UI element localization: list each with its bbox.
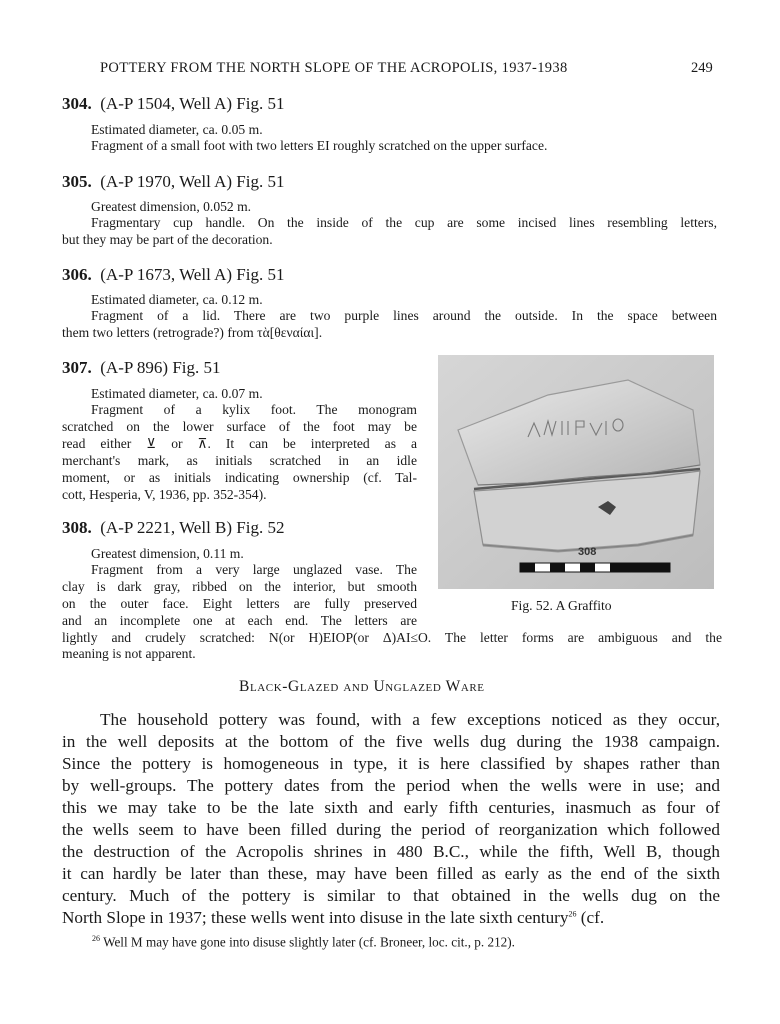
entry-308-line-5: and an incomplete one at each end. The letters are	[62, 613, 417, 628]
body-line-5: this we may take to be the late sixth and early fifth centuries, inasmuch as four of	[62, 798, 720, 817]
entry-307-line-5: merchant's mark, as initials scratched in an idle	[62, 453, 417, 468]
entry-307-title	[62, 358, 221, 378]
entry-307-line-6: moment, or as initials indicating ownership (cf. Tal-	[62, 470, 417, 485]
entry-306-title	[62, 265, 284, 285]
entry-reference: (A-P 1504, Well A) Fig. 51	[100, 94, 285, 113]
page-number: 249	[691, 60, 713, 76]
entry-305-title	[62, 172, 284, 192]
entry-reference: (A-P 1970, Well A) Fig. 51	[100, 172, 285, 191]
entry-305-line-3: but they may be part of the decoration.	[62, 232, 273, 247]
body-line-6: the wells seem to have been filled during the period of reorganization which followed	[62, 820, 720, 839]
entry-number: 304.	[62, 94, 92, 113]
footnote-reference[interactable]: 26	[568, 909, 577, 919]
figure-52-photo	[438, 355, 714, 589]
entry-304-line-1: Estimated diameter, ca. 0.05 m.	[91, 122, 263, 137]
body-line-10-end: (cf.	[580, 908, 605, 927]
entry-307-line-1: Estimated diameter, ca. 0.07 m.	[91, 386, 263, 401]
figure-caption: Fig. 52. A Graffito	[511, 598, 612, 613]
running-title: POTTERY FROM THE NORTH SLOPE OF THE ACROPOLIS, 1937-1938	[100, 60, 568, 76]
entry-number: 307.	[62, 358, 92, 377]
entry-308-line-2: Fragment from a very large unglazed vase. The	[91, 562, 417, 577]
entry-number: 305.	[62, 172, 92, 191]
body-line-1: The household pottery was found, with a few exceptions noticed as they occur,	[100, 710, 720, 729]
entry-306-line-1: Estimated diameter, ca. 0.12 m.	[91, 292, 263, 307]
body-line-3: Since the pottery is homogeneous in type, it is here classified by shapes rather than	[62, 754, 720, 773]
body-line-4: by well-groups. The pottery dates from the period when the wells were in use; and	[62, 776, 720, 795]
entry-308-line-1: Greatest dimension, 0.11 m.	[91, 546, 244, 561]
body-line-8: it can hardly be later than these, may have been filled as early as the end of the sixth	[62, 864, 720, 883]
entry-304-line-2: Fragment of a small foot with two letters EI roughly scratched on the upper surface.	[91, 138, 548, 153]
entry-308-line-7: meaning is not apparent.	[62, 646, 196, 661]
body-line-10-text: North Slope in 1937; these wells went into disuse in the late sixth century	[62, 908, 569, 927]
entry-306-line-3: them two letters (retrograde?) from τὰ[θεναίαι].	[62, 325, 323, 340]
section-heading: Black-Glazed and Unglazed Ware	[239, 678, 485, 695]
entry-304-title	[62, 94, 284, 114]
entry-number: 308.	[62, 518, 92, 537]
entry-307-line-4: read either ⊻ or ⊼. It can be interpreted as a	[62, 436, 417, 451]
entry-number: 306.	[62, 265, 92, 284]
entry-308-line-6: lightly and crudely scratched: N(or H)EIOP(or Δ)AI≤O. The letter forms are ambiguous and the	[62, 630, 722, 645]
footnote	[92, 934, 515, 950]
entry-307-line-3: scratched on the lower surface of the foot may be	[62, 419, 417, 434]
entry-reference: (A-P 896) Fig. 51	[100, 358, 221, 377]
entry-307-line-2: Fragment of a kylix foot. The monogram	[91, 402, 417, 417]
entry-305-line-1: Greatest dimension, 0.052 m.	[91, 199, 252, 214]
entry-308-line-3: clay is dark gray, ribbed on the interior, but smooth	[62, 579, 417, 594]
body-line-9: century. Much of the pottery is similar to that obtained in the wells dug on the	[62, 886, 720, 905]
entry-reference: (A-P 1673, Well A) Fig. 51	[100, 265, 285, 284]
entry-reference: (A-P 2221, Well B) Fig. 52	[100, 518, 285, 537]
sherd-illustration	[438, 355, 714, 589]
body-line-10	[62, 908, 604, 928]
entry-307-line-7: cott, Hesperia, V, 1936, pp. 352-354).	[62, 487, 267, 502]
footnote-marker: 26	[92, 934, 100, 943]
body-line-2: in the well deposits at the bottom of the five wells dug during the 1938 campaign.	[62, 732, 720, 751]
entry-305-line-2: Fragmentary cup handle. On the inside of the cup are some incised lines resembling letters,	[91, 215, 717, 230]
entry-308-title	[62, 518, 284, 538]
entry-308-line-4: on the outer face. Eight letters are fully preserved	[62, 596, 417, 611]
figure-label: 308	[578, 546, 597, 558]
footnote-text: Well M may have gone into disuse slightly later (cf. Broneer, loc. cit., p. 212).	[103, 934, 515, 950]
entry-306-line-2: Fragment of a lid. There are two purple lines around the outside. In the space between	[91, 308, 717, 323]
body-line-7: the destruction of the Acropolis shrines in 480 B.C., while the fifth, Well B, though	[62, 842, 720, 861]
